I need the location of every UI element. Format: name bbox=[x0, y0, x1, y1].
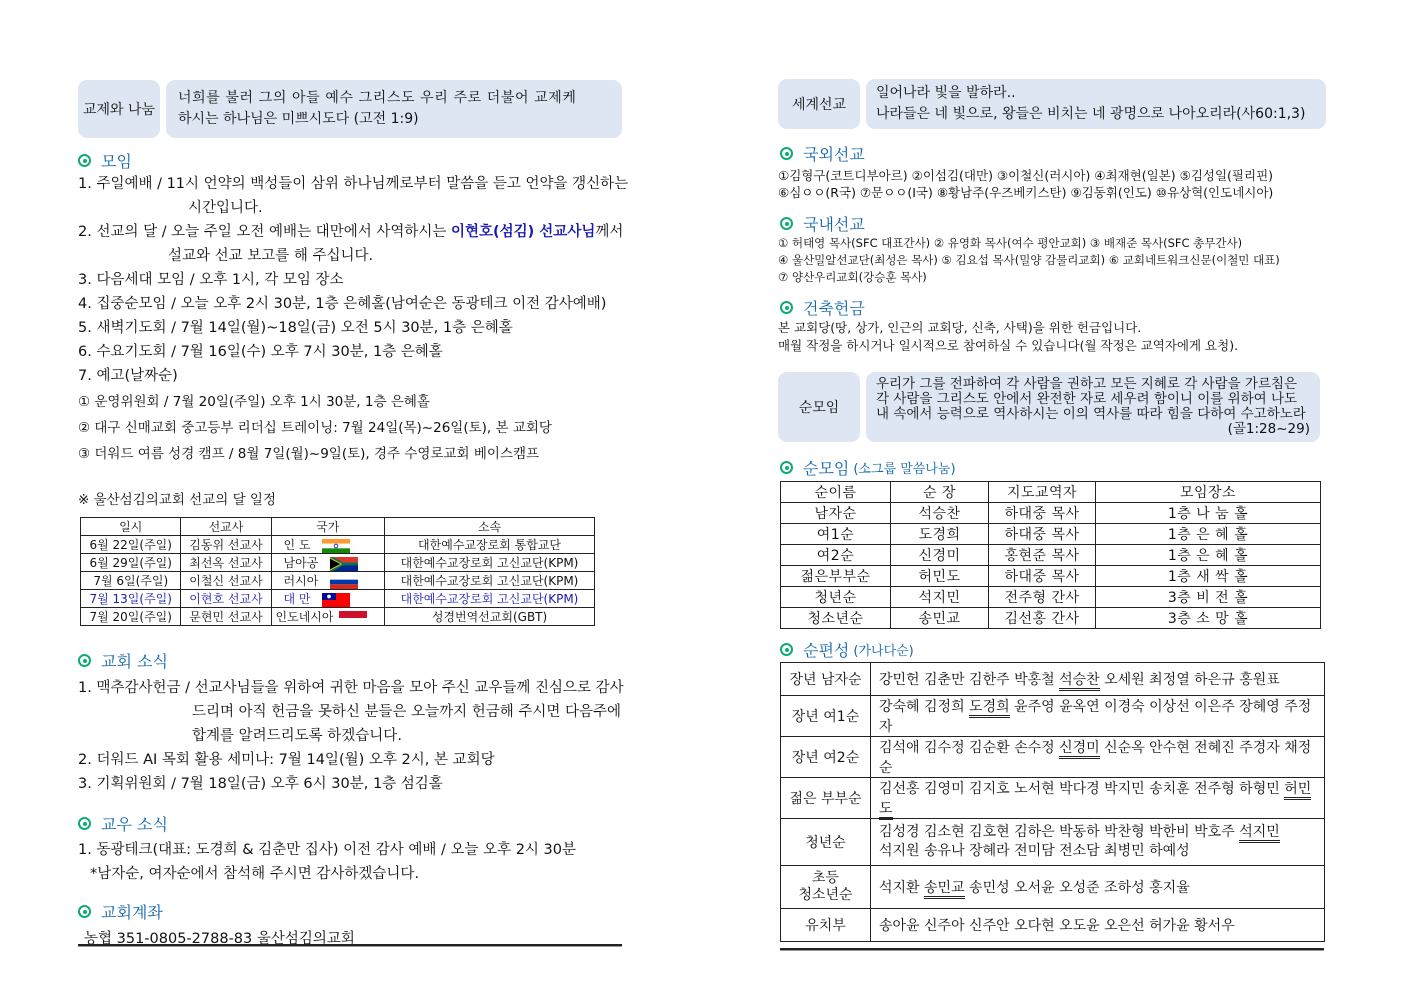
cell-leader: 허민도 bbox=[891, 566, 989, 587]
table-row bbox=[781, 663, 1325, 696]
leader-name: 송민교 bbox=[924, 880, 965, 899]
cell-pastor: 하대중 목사 bbox=[989, 524, 1096, 545]
members-a: 김석애 김수정 김순환 손수정 bbox=[879, 740, 1060, 756]
cell-country bbox=[271, 572, 385, 590]
member-list bbox=[871, 909, 1325, 942]
left-header-verse-box bbox=[166, 80, 622, 138]
members-a: 석지환 bbox=[879, 880, 925, 896]
section-bullet-icon bbox=[780, 147, 793, 160]
leader-name: 허민도 bbox=[879, 781, 1311, 820]
cell-org: 대한예수교장로회 고신교단(KPM) bbox=[385, 590, 595, 608]
soon-header-verse-box bbox=[866, 372, 1320, 442]
soon-meeting-table bbox=[780, 481, 1321, 629]
col-leader: 순 장 bbox=[891, 482, 989, 503]
building-line-2: 매월 작정을 하시거나 일시적으로 참여하실 수 있습니다(월 작정은 교역자에게 요청). bbox=[778, 338, 1239, 353]
meeting-line-2b: 설교와 선교 보고를 해 주십니다. bbox=[168, 248, 374, 264]
col-org: 소속 bbox=[385, 518, 595, 536]
mission-schedule-table bbox=[80, 517, 595, 626]
right-header-label: 세계선교 bbox=[791, 97, 847, 113]
cell-pastor: 하대중 목사 bbox=[989, 566, 1096, 587]
country-label: 인도네시아 bbox=[275, 610, 334, 624]
country-label: 대 만 bbox=[283, 592, 311, 606]
member-list bbox=[871, 819, 1325, 866]
meeting-line-1b: 시간입니다. bbox=[188, 200, 263, 216]
meeting-section-title bbox=[78, 149, 132, 172]
domestic-section-title bbox=[780, 212, 865, 235]
meeting-line-7b: ② 대구 신매교회 중고등부 리더십 트레이닝: 7월 24일(목)~26일(토), 본 교회당 bbox=[78, 420, 552, 436]
section-bullet-icon bbox=[78, 154, 91, 167]
row-label: 장년 여2순 bbox=[781, 737, 871, 778]
country-label: 남아공 bbox=[283, 556, 319, 570]
member-news-section-title bbox=[78, 812, 168, 835]
member-list bbox=[871, 737, 1325, 778]
cell-place: 3층 비 전 홀 bbox=[1096, 587, 1321, 608]
member-list bbox=[871, 663, 1325, 696]
cell-date: 7월 20일(주일) bbox=[81, 608, 181, 626]
cell-date: 7월 13일(주일) bbox=[81, 590, 181, 608]
church-news-line-3: 3. 기획위원회 / 7월 18일(금) 오후 6시 30분, 1층 섬김홀 bbox=[78, 776, 443, 792]
cell-org: 대한예수교장로회 고신교단(KPM) bbox=[385, 572, 595, 590]
row-label: 젊은 부부순 bbox=[781, 778, 871, 819]
soon-verse-line3: 내 속에서 능력으로 역사하시는 이의 역사를 따라 힘을 다하여 수고하노라 bbox=[876, 406, 1306, 422]
cell-pastor: 하대중 목사 bbox=[989, 503, 1096, 524]
right-header-verse-box bbox=[866, 79, 1326, 129]
cell-name: 김동위 선교사 bbox=[181, 536, 271, 554]
meeting-line-4: 4. 집중순모임 / 오늘 오후 2시 30분, 1층 은혜홀(남여순은 동광테크 이전 감사예배) bbox=[78, 296, 607, 312]
meeting-line-3: 3. 다음세대 모임 / 오후 1시, 각 모임 장소 bbox=[78, 272, 344, 288]
overseas-line-2: ⑥심ㅇㅇ(R국) ⑦문ㅇㅇ(I국) ⑧황남주(우즈베키스탄) ⑨김동휘(인도) ⑩유상혁(인도네시아) bbox=[778, 185, 1274, 200]
members-b: 윤주영 윤옥연 이경숙 이상선 이은주 장혜영 주정자 bbox=[879, 699, 1312, 735]
cell-leader: 신경미 bbox=[891, 545, 989, 566]
soon-verse-line4: (골1:28~29) bbox=[1227, 421, 1310, 437]
cell-soon-name: 남자순 bbox=[781, 503, 891, 524]
cell-leader: 석지민 bbox=[891, 587, 989, 608]
member-news-line-1b: *남자순, 여자순에서 참석해 주시면 감사하겠습니다. bbox=[90, 866, 420, 882]
overseas-title: 국외선교 bbox=[803, 145, 865, 164]
cell-leader: 송민교 bbox=[891, 608, 989, 629]
row-label: 장년 남자순 bbox=[781, 663, 871, 696]
table-header-row bbox=[781, 482, 1321, 503]
row-label: 청년순 bbox=[781, 819, 871, 866]
domestic-title: 국내선교 bbox=[803, 215, 865, 234]
member-list bbox=[871, 696, 1325, 737]
table-row bbox=[781, 503, 1321, 524]
right-verse-line2: 나라들은 네 빛으로, 왕들은 비치는 네 광명으로 나아오리라(사60:1,3) bbox=[876, 106, 1306, 122]
right-bottom-rule bbox=[780, 948, 1324, 951]
right-header-label-box bbox=[778, 79, 860, 129]
cell-soon-name: 청소년순 bbox=[781, 608, 891, 629]
soon-meeting-subtitle: (소그룹 말씀나눔) bbox=[853, 462, 956, 477]
member-news-title: 교우 소식 bbox=[101, 815, 168, 834]
cell-name: 최선옥 선교사 bbox=[181, 554, 271, 572]
row-label bbox=[781, 866, 871, 909]
section-bullet-icon bbox=[780, 301, 793, 314]
leader-name: 석승찬 bbox=[1059, 672, 1100, 691]
missionary-highlight: 이현호(섬김) 선교사님 bbox=[450, 224, 596, 240]
cell-soon-name: 여2순 bbox=[781, 545, 891, 566]
domestic-line-1: ① 허태영 목사(SFC 대표간사) ② 유영화 목사(여수 평안교회) ③ 배재준 목사(SFC 총무간사) bbox=[778, 236, 1243, 250]
cell-leader: 도경희 bbox=[891, 524, 989, 545]
section-bullet-icon bbox=[780, 461, 793, 474]
soon-members-section-title bbox=[780, 638, 914, 661]
table-row-highlighted bbox=[81, 590, 595, 608]
members-b: 오세원 최정열 하은규 홍원표 bbox=[1099, 672, 1280, 688]
domestic-line-3: ⑦ 양산우리교회(강승훈 목사) bbox=[778, 270, 927, 284]
soon-members-subtitle: (가나다순) bbox=[853, 644, 914, 659]
member-list bbox=[871, 866, 1325, 909]
leader-name: 도경희 bbox=[969, 699, 1010, 718]
cell-country bbox=[271, 608, 385, 626]
soon-meeting-section-title bbox=[780, 456, 956, 479]
cell-date: 7월 6일(주일) bbox=[81, 572, 181, 590]
cell-org: 성경번역선교회(GBT) bbox=[385, 608, 595, 626]
col-place: 모임장소 bbox=[1096, 482, 1321, 503]
building-title: 건축헌금 bbox=[803, 299, 865, 318]
overseas-section-title bbox=[780, 142, 865, 165]
meeting-line-2 bbox=[78, 220, 623, 241]
table-row bbox=[781, 909, 1325, 942]
church-news-line-1c: 합계를 알려드리도록 하겠습니다. bbox=[192, 728, 402, 744]
member-news-line-1: 1. 동광테크(대표: 도경희 & 김춘만 집사) 이전 감사 예배 / 오늘 오후 2시 30분 bbox=[78, 842, 577, 858]
left-verse-line2: 하시는 하나님은 미쁘시도다 (고전 1:9) bbox=[178, 111, 419, 127]
table-row bbox=[781, 608, 1321, 629]
members-line2: 석지원 송유나 장혜라 전미담 전소담 최병민 하예성 bbox=[879, 843, 1190, 859]
table-row bbox=[81, 608, 595, 626]
members-a: 송아윤 신주아 신주안 오다현 오도윤 오은선 허가윤 황서우 bbox=[879, 918, 1235, 934]
meeting-line-1: 1. 주일예배 / 11시 언약의 백성들이 삼위 하나님께로부터 말씀을 듣고 언약을 갱신하는 bbox=[78, 176, 629, 192]
table-header-row bbox=[81, 518, 595, 536]
cell-place: 1층 은 혜 홀 bbox=[1096, 545, 1321, 566]
account-title: 교회계좌 bbox=[101, 903, 163, 922]
soon-verse-line2: 각 사람을 그리스도 안에서 완전한 자로 세우려 함이니 이를 위하여 나도 bbox=[876, 391, 1298, 407]
table-row bbox=[781, 545, 1321, 566]
section-bullet-icon bbox=[78, 654, 91, 667]
church-news-line-1: 1. 맥추감사헌금 / 선교사님들을 위하여 귀한 마음을 모아 주신 교우들께 진심으로 감사 bbox=[78, 680, 624, 696]
cell-place: 1층 나 눔 홀 bbox=[1096, 503, 1321, 524]
cell-pastor: 홍현준 목사 bbox=[989, 545, 1096, 566]
cell-place: 3층 소 망 홀 bbox=[1096, 608, 1321, 629]
indonesia-flag-icon bbox=[339, 611, 367, 625]
cell-country bbox=[271, 554, 385, 572]
church-news-section-title bbox=[78, 649, 168, 672]
cell-org: 대한예수교장로회 통합교단 bbox=[385, 536, 595, 554]
overseas-line-1: ①김형구(코트디부아르) ②이섬김(대만) ③이철신(러시아) ④최재현(일본) ⑤김성일(필리핀) bbox=[778, 168, 1274, 183]
table-row bbox=[781, 587, 1321, 608]
cell-place: 1층 은 혜 홀 bbox=[1096, 524, 1321, 545]
members-a: 강숙혜 김정희 bbox=[879, 699, 970, 715]
leader-name: 신경미 bbox=[1059, 740, 1100, 759]
table-row bbox=[781, 737, 1325, 778]
cell-pastor: 전주형 간사 bbox=[989, 587, 1096, 608]
mission-note: ※ 울산섬김의교회 선교의 달 일정 bbox=[78, 492, 277, 508]
cell-country bbox=[271, 536, 385, 554]
meeting-line-7a: ① 운영위원회 / 7월 20일(주일) 오후 1시 30분, 1층 은혜홀 bbox=[78, 394, 430, 410]
cell-pastor: 김선홍 간사 bbox=[989, 608, 1096, 629]
country-label: 인 도 bbox=[283, 538, 311, 552]
table-row bbox=[781, 778, 1325, 819]
section-bullet-icon bbox=[78, 817, 91, 830]
cell-place: 1층 새 싹 홀 bbox=[1096, 566, 1321, 587]
church-news-line-1b: 드리며 아직 헌금을 못하신 분들은 오늘까지 헌금해 주시면 다음주에 bbox=[192, 704, 622, 720]
cell-org: 대한예수교장로회 고신교단(KPM) bbox=[385, 554, 595, 572]
members-b: 신순옥 안수현 전혜진 주경자 채정순 bbox=[879, 740, 1312, 776]
meeting-line-2a: 2. 선교의 달 / 오늘 주일 오전 예배는 대만에서 사역하시는 bbox=[78, 224, 451, 240]
church-news-line-2: 2. 더워드 AI 목회 활용 세미나: 7월 14일(월) 오후 2시, 본 교회당 bbox=[78, 752, 495, 768]
meeting-line-7: 7. 예고(날짜순) bbox=[78, 368, 178, 384]
account-section-title bbox=[78, 900, 163, 923]
cell-date: 6월 29일(주일) bbox=[81, 554, 181, 572]
soon-header-label: 순모임 bbox=[798, 400, 840, 416]
row-label-2: 청소년순 bbox=[798, 887, 853, 903]
left-header-label-box bbox=[78, 80, 160, 138]
taiwan-flag-icon bbox=[322, 593, 350, 607]
members-a: 김성경 김소현 김호현 김하은 박동하 박찬형 박한비 박호주 bbox=[879, 824, 1240, 840]
section-bullet-icon bbox=[78, 905, 91, 918]
row-label: 유치부 bbox=[781, 909, 871, 942]
building-line-1: 본 교회당(땅, 상가, 인근의 교회당, 신축, 사택)을 위한 헌금입니다. bbox=[778, 320, 1142, 335]
cell-name: 문현민 선교사 bbox=[181, 608, 271, 626]
table-row bbox=[781, 819, 1325, 866]
south-africa-flag-icon bbox=[330, 557, 358, 571]
col-pastor: 지도교역자 bbox=[989, 482, 1096, 503]
members-a: 김선홍 김영미 김지호 노서현 박다경 박지민 송치훈 전주형 하형민 bbox=[879, 781, 1285, 797]
table-row bbox=[781, 696, 1325, 737]
table-row bbox=[781, 866, 1325, 909]
leader-name: 석지민 bbox=[1239, 824, 1280, 843]
table-row bbox=[81, 572, 595, 590]
meeting-line-7c: ③ 더워드 여름 성경 캠프 / 8월 7일(월)~9일(토), 경주 수영로교회 베이스캠프 bbox=[78, 446, 540, 462]
domestic-line-2: ④ 울산밀알선교단(최성은 목사) ⑤ 김요섭 목사(밀양 감물리교회) ⑥ 교회네트워크신문(이철민 대표) bbox=[778, 253, 1280, 267]
india-flag-icon bbox=[322, 539, 350, 553]
cell-name: 이철신 선교사 bbox=[181, 572, 271, 590]
cell-soon-name: 젊은부부순 bbox=[781, 566, 891, 587]
soon-members-table bbox=[780, 662, 1325, 942]
cell-country bbox=[271, 590, 385, 608]
left-verse-line1: 너희를 불러 그의 아들 예수 그리스도 우리 주로 더불어 교제케 bbox=[178, 90, 577, 106]
soon-header-label-box bbox=[778, 372, 860, 442]
col-date: 일시 bbox=[81, 518, 181, 536]
section-bullet-icon bbox=[780, 217, 793, 230]
cell-name: 이현호 선교사 bbox=[181, 590, 271, 608]
cell-leader: 석승찬 bbox=[891, 503, 989, 524]
row-label-1: 초등 bbox=[811, 870, 840, 886]
cell-soon-name: 여1순 bbox=[781, 524, 891, 545]
meeting-line-6: 6. 수요기도회 / 7월 16일(수) 오후 7시 30분, 1층 은혜홀 bbox=[78, 344, 443, 360]
soon-meeting-title: 순모임 bbox=[803, 459, 850, 478]
account-text: 농협 351-0805-2788-83 울산섬김의교회 bbox=[84, 931, 355, 947]
cell-date: 6월 22일(주일) bbox=[81, 536, 181, 554]
cell-soon-name: 청년순 bbox=[781, 587, 891, 608]
members-a: 강민헌 김춘만 김한주 박홍철 bbox=[879, 672, 1060, 688]
church-news-title: 교회 소식 bbox=[101, 652, 168, 671]
meeting-line-5: 5. 새벽기도회 / 7월 14일(월)~18일(금) 오전 5시 30분, 1층 은혜홀 bbox=[78, 320, 513, 336]
table-row bbox=[81, 536, 595, 554]
member-list bbox=[871, 778, 1325, 819]
col-country: 국가 bbox=[271, 518, 385, 536]
col-soon-name: 순이름 bbox=[781, 482, 891, 503]
table-row bbox=[81, 554, 595, 572]
right-verse-line1: 일어나라 빛을 발하라.. bbox=[876, 85, 1016, 101]
building-section-title bbox=[780, 296, 865, 319]
col-missionary: 선교사 bbox=[181, 518, 271, 536]
table-row bbox=[781, 524, 1321, 545]
table-row bbox=[781, 566, 1321, 587]
meeting-title: 모임 bbox=[101, 152, 132, 171]
left-bottom-rule bbox=[78, 944, 622, 947]
country-label: 러시아 bbox=[283, 574, 319, 588]
soon-verse-line1: 우리가 그를 전파하여 각 사람을 권하고 모든 지혜로 각 사람을 가르침은 bbox=[876, 376, 1298, 392]
meeting-line-2c: 께서 bbox=[595, 224, 624, 240]
members-b: 송민성 오서윤 오성준 조하성 홍지율 bbox=[964, 880, 1190, 896]
left-header-label: 교제와 나눔 bbox=[82, 102, 156, 118]
row-label: 장년 여1순 bbox=[781, 696, 871, 737]
soon-members-title: 순편성 bbox=[803, 641, 850, 660]
section-bullet-icon bbox=[780, 643, 793, 656]
russia-flag-icon bbox=[330, 575, 358, 589]
